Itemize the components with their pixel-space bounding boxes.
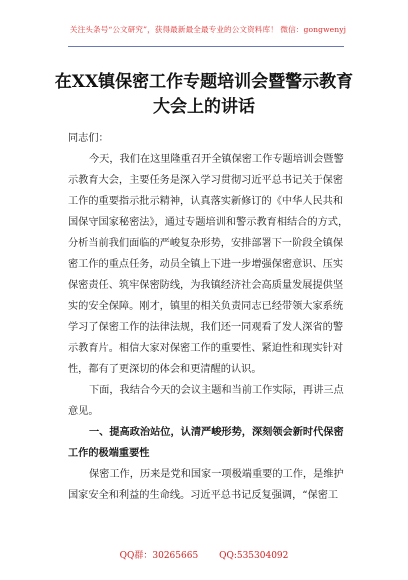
- header-divider: [68, 46, 344, 47]
- footer-qq: QQ:535304092: [219, 551, 289, 561]
- body-line: 国家安全和利益的生命线。习近平总书记反复强调，“保密工: [68, 490, 339, 501]
- body-line: 今天，我们在这里隆重召开全镇保密工作专题培训会暨警: [89, 154, 344, 165]
- salutation: 同志们：: [68, 133, 109, 144]
- title-line-2: 大会上的讲话: [153, 97, 255, 117]
- body-line: 保密工作，历来是党和国家一项极端重要的工作，是维护: [89, 469, 344, 480]
- document-body: [68, 128, 354, 506]
- body-line: 国保守国家秘密法》，通过专题培训和警示教育相结合的方式，: [68, 217, 349, 228]
- title-line-1: 在XX镇保密工作专题培训会暨警示教育: [54, 72, 354, 92]
- body-line: 性，都有了更深切的体会和更清醒的认识。: [68, 364, 262, 375]
- body-line: 保密责任、筑牢保密防线，为我镇经济社会高质量发展提供坚: [68, 280, 344, 291]
- footer-contact: [0, 548, 408, 561]
- body-line: 工作的重要指示批示精神，认真落实新修订的《中华人民共和: [68, 196, 344, 207]
- body-line: 示教育片。相信大家对保密工作的重要性、紧迫性和现实针对: [68, 343, 344, 354]
- body-line: 示教育大会，主要任务是深入学习贯彻习近平总书记关于保密: [68, 175, 344, 186]
- transition-line: 意见。: [68, 406, 99, 417]
- section-heading: 一、提高政治站位，认清严峻形势，深刻领会新时代保密: [89, 427, 344, 438]
- body-line: 学习了保密工作的法律法规，我们还一同观看了发人深省的警: [68, 322, 344, 333]
- body-line: 分析当前我们面临的严峻复杂形势，安排部署下一阶段全镇保: [68, 238, 344, 249]
- transition-line: 下面，我结合今天的会议主题和当前工作实际，再讲三点: [89, 385, 344, 396]
- body-line: 密工作的重点任务，动员全镇上下进一步增强保密意识、压实: [68, 259, 344, 270]
- header-banner: 关注头条号“公文研究”，获得最新最全最专业的公文资料库！ 微信：gongwenyj: [69, 25, 347, 34]
- document-title: [30, 70, 378, 120]
- body-line: 实的安全保障。刚才，镇里的相关负责同志已经带领大家系统: [68, 301, 344, 312]
- section-heading: 工作的极端重要性: [68, 448, 150, 459]
- footer-qq-group: QQ群：30265665: [119, 551, 199, 561]
